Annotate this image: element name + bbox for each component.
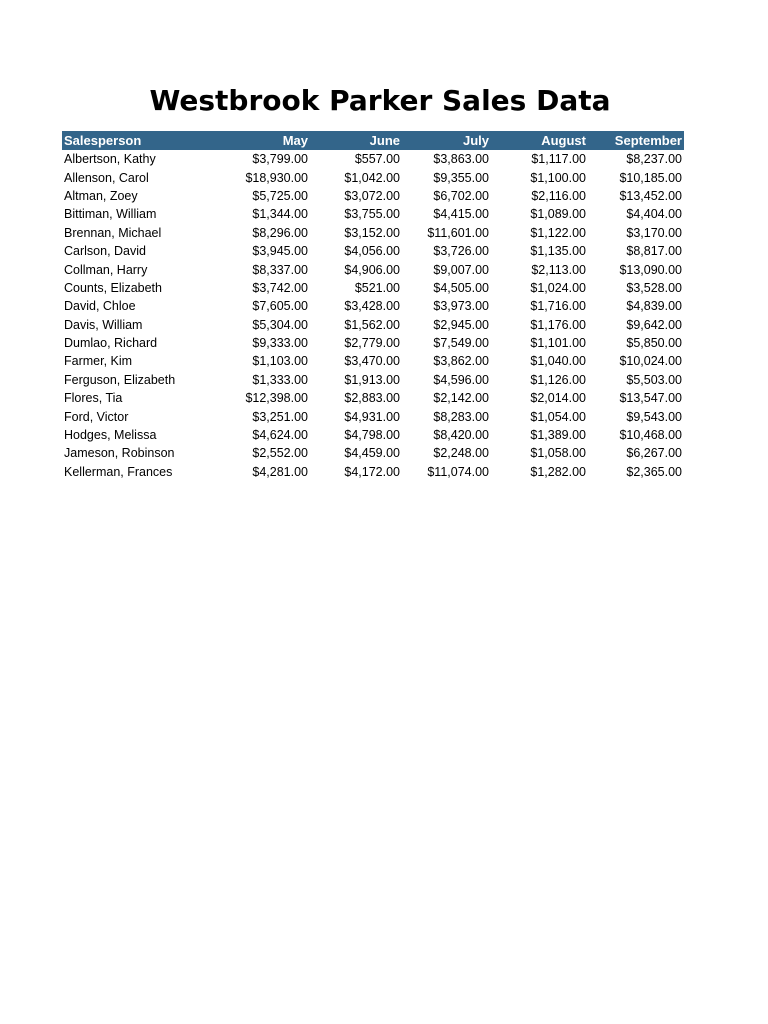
cell-may: $7,605.00	[252, 299, 308, 314]
cell-september: $2,365.00	[626, 464, 682, 479]
table-row	[62, 297, 684, 315]
cell-september: $13,090.00	[619, 262, 682, 277]
cell-august: $2,113.00	[531, 262, 586, 277]
cell-salesperson: Allenson, Carol	[64, 170, 149, 185]
cell-july: $3,862.00	[433, 354, 489, 369]
cell-september: $3,170.00	[626, 225, 682, 240]
cell-august: $1,282.00	[530, 464, 586, 479]
table-row	[62, 150, 684, 168]
cell-may: $5,725.00	[252, 188, 308, 203]
cell-may: $1,344.00	[252, 207, 308, 222]
cell-september: $10,468.00	[619, 428, 682, 443]
table-row	[62, 168, 684, 186]
cell-salesperson: Ferguson, Elizabeth	[64, 372, 176, 387]
cell-salesperson: David, Chloe	[64, 299, 136, 314]
cell-july: $8,420.00	[433, 428, 489, 443]
cell-salesperson: Kellerman, Frances	[64, 464, 173, 479]
cell-june: $3,755.00	[344, 207, 400, 222]
cell-july: $4,505.00	[433, 280, 489, 295]
cell-june: $4,172.00	[344, 464, 400, 479]
column-header-july: July	[462, 133, 489, 148]
cell-july: $2,945.00	[433, 317, 489, 332]
cell-june: $4,931.00	[344, 409, 400, 424]
cell-salesperson: Hodges, Melissa	[64, 428, 157, 443]
cell-september: $13,547.00	[619, 391, 682, 406]
cell-july: $8,283.00	[433, 409, 489, 424]
cell-salesperson: Ford, Victor	[64, 409, 129, 424]
cell-july: $11,601.00	[427, 225, 489, 240]
cell-salesperson: Counts, Elizabeth	[64, 280, 162, 295]
cell-may: $12,398.00	[245, 391, 308, 406]
cell-june: $4,906.00	[344, 262, 400, 277]
cell-may: $1,333.00	[252, 372, 308, 387]
cell-september: $9,543.00	[626, 409, 682, 424]
cell-june: $3,152.00	[344, 225, 400, 240]
cell-july: $6,702.00	[433, 188, 489, 203]
table-row	[62, 407, 684, 425]
table-row	[62, 279, 684, 297]
cell-september: $3,528.00	[626, 280, 682, 295]
cell-august: $2,116.00	[531, 188, 586, 203]
cell-salesperson: Dumlao, Richard	[64, 336, 158, 351]
cell-august: $1,100.00	[530, 170, 586, 185]
cell-salesperson: Davis, William	[64, 317, 143, 332]
table-row	[62, 260, 684, 278]
column-header-september: September	[614, 133, 682, 148]
table-row	[62, 426, 684, 444]
table-row	[62, 444, 684, 462]
table-header-row	[62, 131, 684, 150]
cell-may: $4,281.00	[252, 464, 308, 479]
table-row	[62, 205, 684, 223]
cell-september: $4,839.00	[626, 299, 682, 314]
cell-may: $9,333.00	[252, 336, 308, 351]
column-header-june: June	[369, 133, 400, 148]
column-header-salesperson: Salesperson	[64, 133, 142, 148]
cell-june: $4,056.00	[344, 244, 400, 259]
cell-may: $2,552.00	[252, 446, 308, 461]
cell-august: $1,126.00	[530, 372, 586, 387]
cell-salesperson: Brennan, Michael	[64, 225, 162, 240]
cell-june: $1,042.00	[344, 170, 400, 185]
cell-salesperson: Farmer, Kim	[64, 354, 133, 369]
table-body	[62, 150, 684, 481]
cell-july: $7,549.00	[433, 336, 489, 351]
cell-june: $4,798.00	[344, 428, 400, 443]
cell-august: $1,101.00	[530, 336, 586, 351]
cell-august: $1,716.00	[530, 299, 586, 314]
column-header-august: August	[541, 133, 586, 148]
cell-may: $4,624.00	[252, 428, 308, 443]
cell-august: $1,058.00	[530, 446, 586, 461]
cell-may: $3,799.00	[252, 152, 308, 167]
table-row	[62, 352, 684, 370]
cell-august: $1,054.00	[530, 409, 586, 424]
cell-august: $1,135.00	[530, 244, 586, 259]
cell-july: $9,007.00	[433, 262, 489, 277]
cell-september: $13,452.00	[619, 188, 682, 203]
table-row	[62, 316, 684, 334]
cell-august: $1,040.00	[530, 354, 586, 369]
cell-salesperson: Jameson, Robinson	[64, 446, 175, 461]
table-row	[62, 224, 684, 242]
cell-september: $10,185.00	[619, 170, 682, 185]
cell-may: $1,103.00	[252, 354, 308, 369]
sales-table	[62, 131, 684, 481]
cell-september: $5,503.00	[626, 372, 682, 387]
cell-august: $2,014.00	[530, 391, 586, 406]
cell-september: $8,237.00	[626, 152, 682, 167]
cell-september: $9,642.00	[626, 317, 682, 332]
cell-may: $3,251.00	[252, 409, 308, 424]
cell-salesperson: Altman, Zoey	[64, 188, 138, 203]
cell-june: $3,470.00	[344, 354, 400, 369]
cell-august: $1,024.00	[530, 280, 586, 295]
cell-september: $6,267.00	[626, 446, 682, 461]
table-row	[62, 389, 684, 407]
table-row	[62, 463, 684, 481]
cell-august: $1,176.00	[530, 317, 586, 332]
cell-june: $557.00	[354, 152, 400, 167]
table-row	[62, 371, 684, 389]
cell-september: $4,404.00	[626, 207, 682, 222]
cell-june: $1,562.00	[344, 317, 400, 332]
cell-june: $1,913.00	[344, 372, 400, 387]
cell-august: $1,122.00	[530, 225, 586, 240]
cell-september: $8,817.00	[626, 244, 682, 259]
cell-july: $3,726.00	[433, 244, 489, 259]
cell-july: $4,415.00	[433, 207, 489, 222]
cell-july: $9,355.00	[433, 170, 489, 185]
cell-june: $4,459.00	[344, 446, 400, 461]
cell-july: $4,596.00	[433, 372, 489, 387]
cell-july: $2,248.00	[433, 446, 489, 461]
table-row	[62, 334, 684, 352]
cell-salesperson: Flores, Tia	[64, 391, 123, 406]
cell-may: $5,304.00	[252, 317, 308, 332]
page-title: Westbrook Parker Sales Data	[149, 84, 611, 117]
cell-salesperson: Bittiman, William	[64, 207, 157, 222]
column-header-may: May	[282, 133, 308, 148]
cell-salesperson: Carlson, David	[64, 244, 146, 259]
cell-may: $3,742.00	[252, 280, 308, 295]
cell-may: $3,945.00	[252, 244, 308, 259]
cell-july: $3,973.00	[433, 299, 489, 314]
cell-july: $11,074.00	[427, 464, 489, 479]
cell-may: $8,337.00	[252, 262, 308, 277]
cell-june: $3,428.00	[344, 299, 400, 314]
cell-july: $2,142.00	[433, 391, 489, 406]
cell-june: $2,779.00	[344, 336, 400, 351]
cell-august: $1,117.00	[531, 152, 586, 167]
cell-may: $8,296.00	[252, 225, 308, 240]
cell-july: $3,863.00	[433, 152, 489, 167]
table-row	[62, 187, 684, 205]
table-row	[62, 242, 684, 260]
cell-june: $3,072.00	[344, 188, 400, 203]
cell-june: $521.00	[354, 280, 400, 295]
cell-september: $5,850.00	[626, 336, 682, 351]
cell-salesperson: Collman, Harry	[64, 262, 148, 277]
cell-may: $18,930.00	[245, 170, 308, 185]
cell-june: $2,883.00	[344, 391, 400, 406]
cell-august: $1,389.00	[530, 428, 586, 443]
cell-august: $1,089.00	[530, 207, 586, 222]
cell-salesperson: Albertson, Kathy	[64, 152, 156, 167]
cell-september: $10,024.00	[619, 354, 682, 369]
